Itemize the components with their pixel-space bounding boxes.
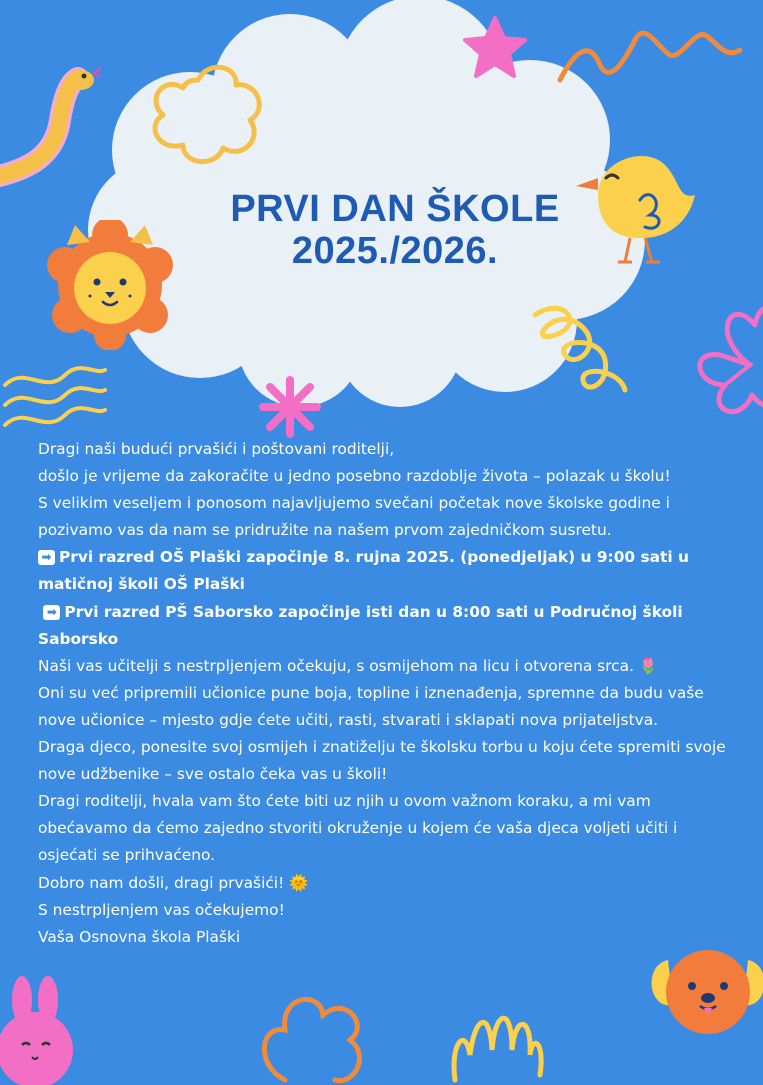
teachers-paragraph: Naši vas učitelji s nestrpljenjem očekuju, s osmijehom na licu i otvorena srca. 🌷 <box>38 656 659 675</box>
intro-paragraph-2: S velikim veseljem i ponosom najavljujemo svečani početak nove školske godine i pozivamo vas da nam se pridružite na našem prvom zajedničkom susretu. <box>38 494 670 540</box>
closing-line: S nestrpljenjem vas očekujemo! <box>38 900 285 919</box>
yellow-lines-icon <box>440 995 550 1085</box>
announcement-saborsko-text: Prvi razred PŠ Saborsko započinje isti dan u 8:00 sati u Područnoj školi Saborsko <box>38 602 683 648</box>
title-line-2: 2025./2026. <box>291 230 499 272</box>
parents-paragraph: Dragi roditelji, hvala vam što ćete biti uz njih u ovom važnom koraku, a mi vam obećavamo da ćemo zajedno stvoriti okruženje u kojem će vaša djeca voljeti učiti i osjećati se prihvaćeno. <box>38 792 678 865</box>
title-line-1: PRVI DAN ŠKOLE <box>230 188 560 230</box>
dog-icon <box>648 940 763 1050</box>
invitation-text <box>38 436 738 951</box>
announcement-plaski <box>38 544 738 598</box>
burst-icon <box>255 372 325 442</box>
orange-flower-outline-icon <box>245 985 375 1085</box>
children-paragraph: Draga djeco, ponesite svoj osmijeh i znatiželju te školsku torbu u koju ćete spremiti svoje nove udžbenike – sve ostalo čeka vas u školi! <box>38 738 726 784</box>
squiggle-icon <box>555 10 755 100</box>
greeting: Dragi naši budući prvašići i poštovani roditelji, <box>38 440 395 458</box>
pink-flower-icon <box>690 295 763 435</box>
welcome-line: Dobro nam došli, dragi prvašići! 🌞 <box>38 873 309 892</box>
announcement-plaski-text: Prvi razred OŠ Plaški započinje 8. rujna 2025. (ponedjeljak) u 9:00 sati u matičnoj školi OŠ Plaški <box>38 548 689 594</box>
star-icon <box>460 14 530 84</box>
signature: Vaša Osnovna škola Plaški <box>38 927 241 946</box>
bunny-icon <box>0 975 90 1085</box>
spring-icon <box>525 295 635 405</box>
arrow-icon: ➡ <box>43 605 60 620</box>
flower-outline-icon <box>128 60 278 170</box>
wave-lines-icon <box>0 355 110 435</box>
announcement-saborsko <box>38 599 738 653</box>
poster-title <box>150 188 640 272</box>
arrow-icon: ➡ <box>38 550 55 565</box>
intro-paragraph-1: došlo je vrijeme da zakoračite u jedno posebno razdoblje života – polazak u školu! <box>38 467 671 486</box>
classrooms-paragraph: Oni su već pripremili učionice pune boja, topline i iznenađenja, spremne da budu vaše nove učionice – mjesto gdje ćete učiti, rasti, stvarati i sklapati nova prijateljstva. <box>38 683 704 729</box>
